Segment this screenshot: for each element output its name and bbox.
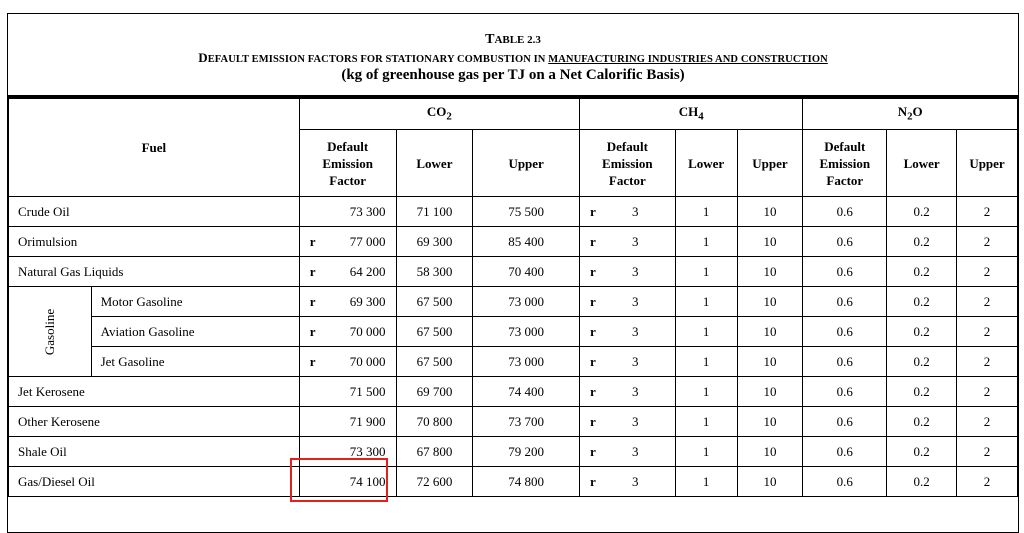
ch4-upper-header: Upper (737, 130, 803, 197)
revision-flag: r (589, 263, 596, 279)
n2o-upper-header: Upper (957, 130, 1018, 197)
co2-default: r 77 000 (299, 227, 396, 257)
co2-default: r 64 200 (299, 257, 396, 287)
n2o-upper: 2 (957, 347, 1018, 377)
n2o-lower: 0.2 (887, 467, 957, 497)
table-row (9, 467, 1018, 497)
emission-factor-table (8, 98, 1018, 497)
co2-default: 71 900 (299, 407, 396, 437)
n2o-lower: 0.2 (887, 407, 957, 437)
ch4-upper: 10 (737, 407, 803, 437)
n2o-lower: 0.2 (887, 227, 957, 257)
revision-flag: r (309, 263, 316, 279)
n2o-upper: 2 (957, 317, 1018, 347)
ch4-default: r 3 (579, 257, 675, 287)
revision-flag: r (309, 353, 316, 369)
ch4-lower: 1 (675, 257, 737, 287)
revision-flag: r (589, 473, 596, 489)
co2-lower: 70 800 (396, 407, 473, 437)
ch4-default: r 3 (579, 317, 675, 347)
n2o-upper: 2 (957, 467, 1018, 497)
table-row (9, 227, 1018, 257)
n2o-default: 0.6 (803, 197, 887, 227)
co2-upper: 73 000 (473, 287, 580, 317)
revision-flag: r (309, 293, 316, 309)
table-row (9, 317, 1018, 347)
n2o-upper: 2 (957, 437, 1018, 467)
co2-upper: 79 200 (473, 437, 580, 467)
fuel-name: Orimulsion (9, 227, 300, 257)
co2-lower: 67 500 (396, 347, 473, 377)
ch4-lower: 1 (675, 227, 737, 257)
table-title-block (8, 14, 1018, 98)
fuel-name: Other Kerosene (9, 407, 300, 437)
fuel-name: Gas/Diesel Oil (9, 467, 300, 497)
ch4-lower-header: Lower (675, 130, 737, 197)
ch4-default-header: Default Emission Factor (579, 130, 675, 197)
fuel-name: Shale Oil (9, 437, 300, 467)
n2o-lower: 0.2 (887, 317, 957, 347)
table-row (9, 377, 1018, 407)
co2-upper: 74 800 (473, 467, 580, 497)
table-row (9, 347, 1018, 377)
co2-lower-header: Lower (396, 130, 473, 197)
co2-default: 74 100 (299, 467, 396, 497)
gasoline-group-label: Gasoline (9, 287, 92, 377)
ch4-upper: 10 (737, 347, 803, 377)
n2o-lower: 0.2 (887, 347, 957, 377)
ch4-lower: 1 (675, 317, 737, 347)
fuel-name: Crude Oil (9, 197, 300, 227)
ch4-upper: 10 (737, 257, 803, 287)
co2-lower: 71 100 (396, 197, 473, 227)
fuel-header: Fuel (9, 99, 300, 197)
table-units: (kg of greenhouse gas per TJ on a Net Calorific Basis) (341, 67, 685, 83)
n2o-lower-header: Lower (887, 130, 957, 197)
n2o-upper: 2 (957, 377, 1018, 407)
ch4-header: $CH_4$ (579, 99, 802, 130)
fuel-name: Natural Gas Liquids (9, 257, 300, 287)
revision-flag: r (589, 293, 596, 309)
revision-flag: r (589, 233, 596, 249)
table-row (9, 197, 1018, 227)
co2-upper-header: Upper (473, 130, 580, 197)
co2-lower: 72 600 (396, 467, 473, 497)
revision-flag: r (309, 233, 316, 249)
co2-lower: 67 500 (396, 287, 473, 317)
revision-flag: r (589, 353, 596, 369)
co2-upper: 75 500 (473, 197, 580, 227)
ch4-upper: 10 (737, 437, 803, 467)
revision-flag: r (589, 383, 596, 399)
n2o-lower: 0.2 (887, 377, 957, 407)
revision-flag: r (589, 203, 596, 219)
caption-underlined: MANUFACTURING INDUSTRIES AND CONSTRUCTION (548, 54, 828, 65)
n2o-default: 0.6 (803, 377, 887, 407)
ch4-default: r 3 (579, 407, 675, 437)
ch4-default: r 3 (579, 197, 675, 227)
ch4-lower: 1 (675, 197, 737, 227)
n2o-lower: 0.2 (887, 287, 957, 317)
co2-lower: 58 300 (396, 257, 473, 287)
n2o-upper: 2 (957, 227, 1018, 257)
table-row (9, 287, 1018, 317)
n2o-default: 0.6 (803, 257, 887, 287)
co2-default: 71 500 (299, 377, 396, 407)
co2-default-header: Default Emission Factor (299, 130, 396, 197)
n2o-default-header: Default Emission Factor (803, 130, 887, 197)
co2-default: r 70 000 (299, 317, 396, 347)
fuel-name: Jet Kerosene (9, 377, 300, 407)
ch4-default: r 3 (579, 287, 675, 317)
ch4-lower: 1 (675, 407, 737, 437)
n2o-upper: 2 (957, 407, 1018, 437)
n2o-lower: 0.2 (887, 197, 957, 227)
n2o-upper: 2 (957, 287, 1018, 317)
table-row (9, 407, 1018, 437)
n2o-default: 0.6 (803, 287, 887, 317)
n2o-lower: 0.2 (887, 437, 957, 467)
co2-lower: 67 500 (396, 317, 473, 347)
ch4-upper: 10 (737, 467, 803, 497)
ch4-default: r 3 (579, 467, 675, 497)
ch4-default: r 3 (579, 227, 675, 257)
table-frame (7, 13, 1019, 533)
co2-upper: 73 000 (473, 317, 580, 347)
ch4-lower: 1 (675, 287, 737, 317)
n2o-lower: 0.2 (887, 257, 957, 287)
n2o-upper: 2 (957, 257, 1018, 287)
ch4-default: r 3 (579, 347, 675, 377)
co2-upper: 74 400 (473, 377, 580, 407)
table-row (9, 257, 1018, 287)
co2-lower: 67 800 (396, 437, 473, 467)
n2o-default: 0.6 (803, 347, 887, 377)
revision-flag: r (589, 413, 596, 429)
co2-header: $CO_2$ (299, 99, 579, 130)
ch4-upper: 10 (737, 377, 803, 407)
co2-upper: 73 700 (473, 407, 580, 437)
n2o-default: 0.6 (803, 317, 887, 347)
co2-upper: 70 400 (473, 257, 580, 287)
fuel-name: Jet Gasoline (91, 347, 299, 377)
ch4-lower: 1 (675, 377, 737, 407)
revision-flag: r (309, 323, 316, 339)
ch4-default: r 3 (579, 437, 675, 467)
n2o-default: 0.6 (803, 227, 887, 257)
ch4-upper: 10 (737, 287, 803, 317)
ch4-lower: 1 (675, 347, 737, 377)
co2-upper: 73 000 (473, 347, 580, 377)
n2o-default: 0.6 (803, 467, 887, 497)
table-row (9, 437, 1018, 467)
co2-default: r 69 300 (299, 287, 396, 317)
revision-flag: r (589, 443, 596, 459)
co2-lower: 69 700 (396, 377, 473, 407)
ch4-default: r 3 (579, 377, 675, 407)
n2o-default: 0.6 (803, 407, 887, 437)
n2o-default: 0.6 (803, 437, 887, 467)
co2-lower: 69 300 (396, 227, 473, 257)
revision-flag: r (589, 323, 596, 339)
ch4-lower: 1 (675, 437, 737, 467)
table-label: TABLE 2.3 (485, 32, 541, 47)
co2-default: 73 300 (299, 437, 396, 467)
fuel-name: Aviation Gasoline (91, 317, 299, 347)
co2-upper: 85 400 (473, 227, 580, 257)
ch4-lower: 1 (675, 467, 737, 497)
co2-default: r 70 000 (299, 347, 396, 377)
table-caption: DEFAULT EMISSION FACTORS FOR STATIONARY COMBUSTION IN MANUFACTURING INDUSTRIES AND CONSTRUCTION (198, 50, 828, 65)
ch4-upper: 10 (737, 197, 803, 227)
co2-default: 73 300 (299, 197, 396, 227)
n2o-upper: 2 (957, 197, 1018, 227)
n2o-header: $N_2O$ (803, 99, 1018, 130)
fuel-name: Motor Gasoline (91, 287, 299, 317)
ch4-upper: 10 (737, 227, 803, 257)
ch4-upper: 10 (737, 317, 803, 347)
